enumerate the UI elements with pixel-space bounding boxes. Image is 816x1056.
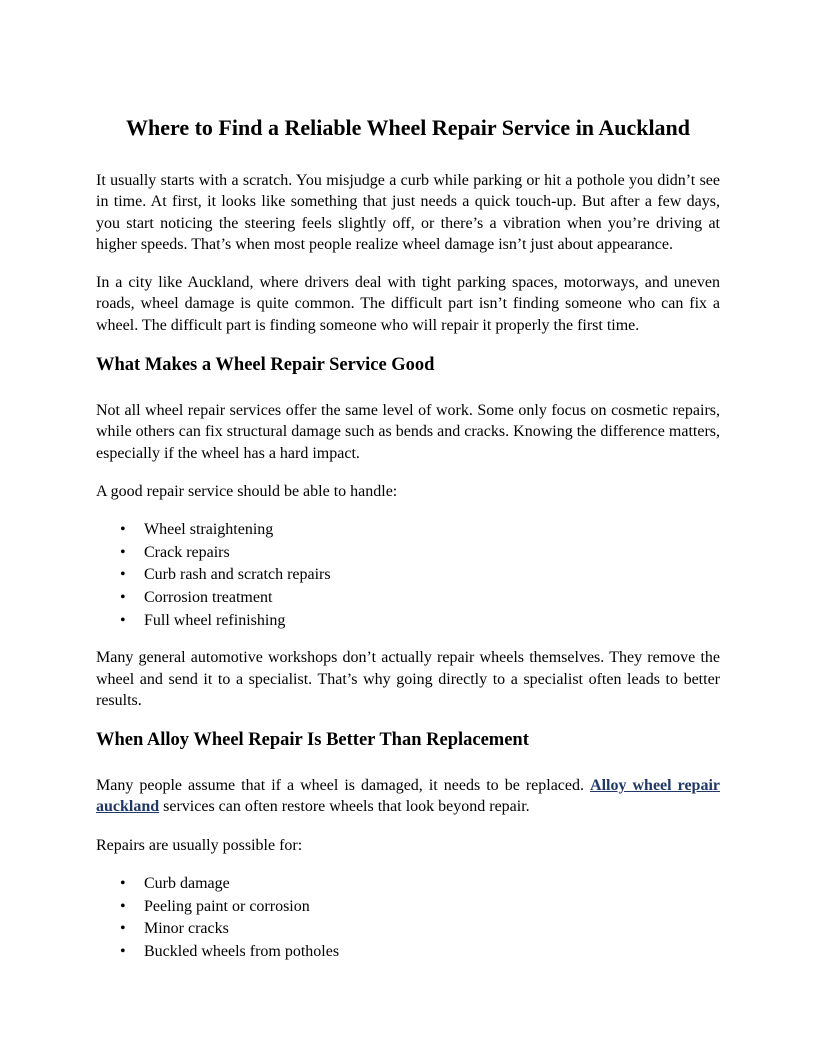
paragraph-workshops: Many general automotive workshops don’t actually repair wheels themselves. They remove the wheel and send it to a specialist. That’s why going directly to a specialist often leads to better results. — [96, 649, 720, 709]
link-paragraph-before: Many people assume that if a wheel is damaged, it needs to be replaced. — [96, 777, 591, 795]
paragraph-list-intro-handle: A good repair service should be able to handle: — [96, 482, 398, 500]
document-title: Where to Find a Reliable Wheel Repair Service in Auckland — [125, 115, 691, 140]
list-item: • Curb rash and scratch repairs — [120, 564, 720, 587]
repair-capabilities-list — [96, 519, 720, 632]
alloy-wheel-repair-link[interactable]: Alloy wheel repair auckland — [96, 777, 720, 816]
list-item: • Minor cracks — [120, 918, 720, 941]
section-heading-repair-vs-replacement: When Alloy Wheel Repair Is Better Than Replacement — [96, 730, 529, 751]
link-paragraph-after: services can often restore wheels that look beyond repair. — [159, 798, 530, 816]
list-item: • Corrosion treatment — [120, 587, 720, 610]
repairable-damage-list — [96, 873, 720, 963]
intro-paragraph-1: It usually starts with a scratch. You misjudge a curb while parking or hit a pothole you didn’t see in time. At first, it looks like something that just needs a quick touch-up. But after a few days, you start noticing the steering feels slightly off, or there’s a vibration when you’re driving at higher speeds. That’s when most people realize wheel damage isn’t just about appearance. — [96, 172, 720, 253]
paragraph-with-link — [96, 775, 720, 818]
list-item: • Buckled wheels from potholes — [120, 941, 720, 964]
paragraph-service-levels: Not all wheel repair services offer the same level of work. Some only focus on cosmetic repairs, while others can fix structural damage such as bends and cracks. Knowing the difference matters, especially if the wheel has a hard impact. — [96, 402, 720, 462]
list-item: • Full wheel refinishing — [120, 610, 720, 633]
paragraph-list-intro-repairs: Repairs are usually possible for: — [96, 836, 303, 854]
intro-paragraph-2: In a city like Auckland, where drivers deal with tight parking spaces, motorways, and uneven roads, wheel damage is quite common. The difficult part isn’t finding someone who can fix a wheel. The difficult part is finding someone who will repair it properly the first time. — [96, 274, 720, 334]
list-item: • Wheel straightening — [120, 519, 720, 542]
list-item: • Curb damage — [120, 873, 720, 896]
section-heading-what-makes-good: What Makes a Wheel Repair Service Good — [96, 355, 435, 376]
list-item: • Crack repairs — [120, 542, 720, 565]
list-item: • Peeling paint or corrosion — [120, 896, 720, 919]
